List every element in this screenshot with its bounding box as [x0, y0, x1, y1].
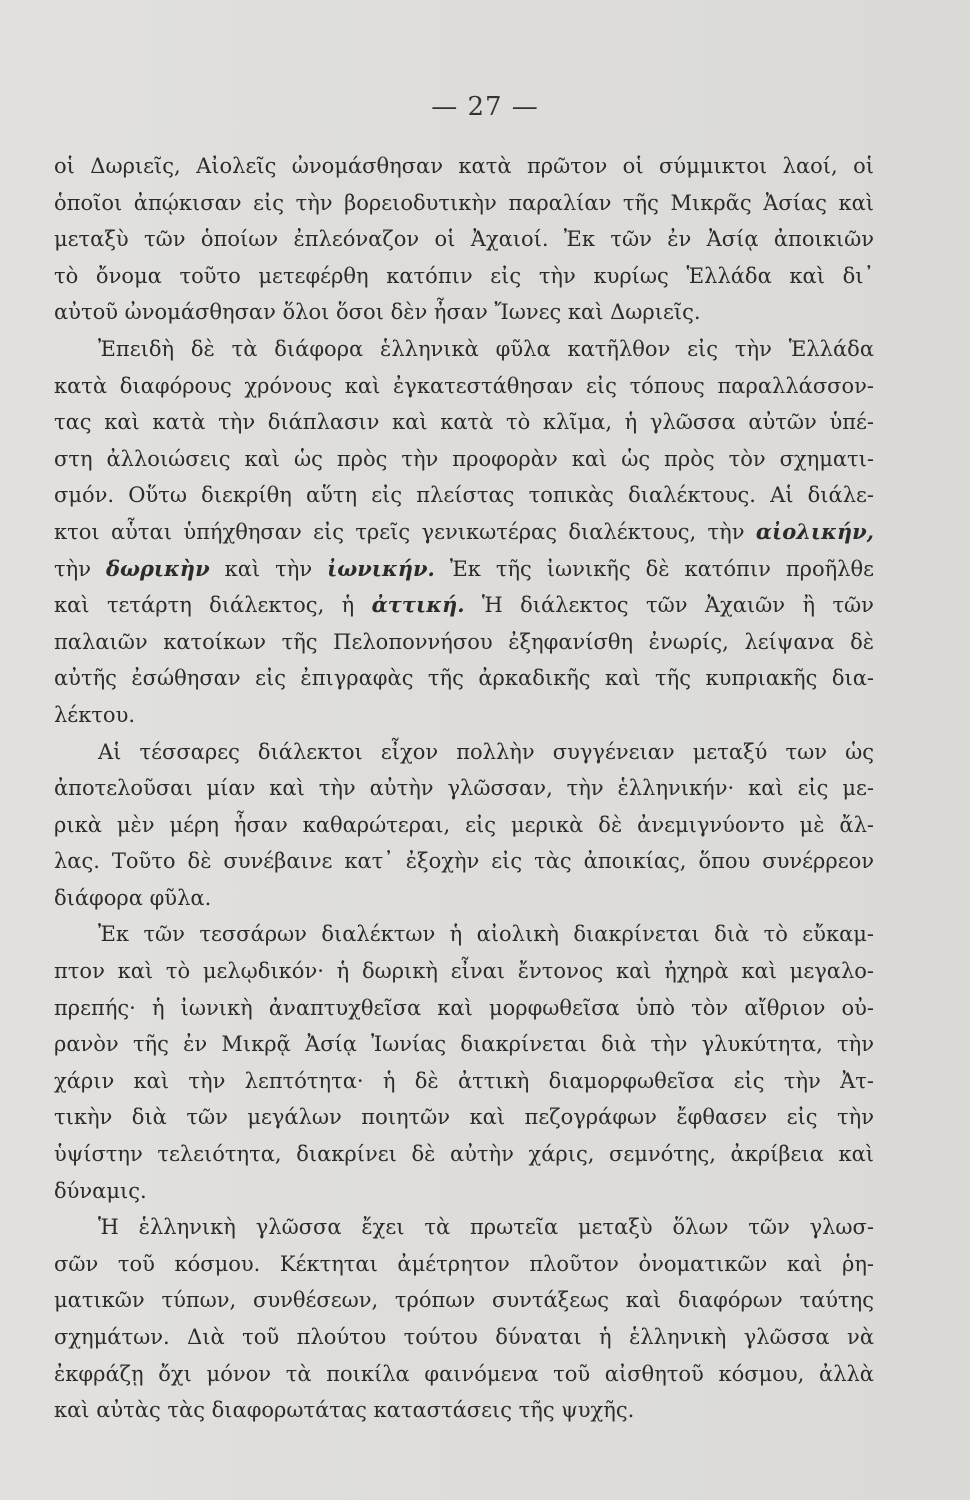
text-line	[54, 587, 874, 624]
text-line: τας καὶ κατὰ τὴν διάπλασιν καὶ κατὰ τὸ κλῖμα, ἡ γλῶσσα αὐτῶν ὑπέ-	[54, 410, 874, 435]
text-line	[54, 514, 874, 551]
word: κατόπιν	[684, 556, 771, 581]
emphasized-term: ἀττική.	[371, 592, 465, 618]
page-number: — 27 —	[431, 92, 539, 122]
text-line: οἱ Δωριεῖς, Αἰολεῖς ὠνομάσθησαν κατὰ πρῶτον οἱ σύμμικτοι λαοί, οἱ	[54, 154, 874, 178]
word: τὴν	[275, 556, 313, 581]
word: αὗται	[110, 519, 172, 544]
text-line: παλαιῶν κατοίκων τῆς Πελοποννήσου ἐξηφανίσθη ἐνωρίς, λείψανα δὲ	[54, 629, 874, 654]
text-line: Αἱ τέσσαρες διάλεκτοι εἶχον πολλὴν συγγένειαν μεταξύ των ὡς	[98, 739, 874, 764]
text-line: πρεπής· ἡ ἰωνικὴ ἀναπτυχθεῖσα καὶ μορφωθεῖσα ὑπὸ τὸν αἴθριον οὐ-	[54, 995, 874, 1020]
word: εἰς	[313, 519, 344, 544]
text-line: λέκτου.	[54, 702, 136, 727]
emphasized-term: ἰωνικήν.	[327, 555, 435, 581]
text-line: δύναμις.	[54, 1178, 147, 1203]
word: τῶν	[832, 593, 874, 618]
body-text	[54, 148, 874, 1429]
text-line: τὸ ὄνομα τοῦτο μετεφέρθη κατόπιν εἰς τὴν κυρίως Ἑλλάδα καὶ δι᾽	[54, 263, 874, 288]
text-line: πτον καὶ τὸ μελῳδικόν· ἡ δωρικὴ εἶναι ἔντονος καὶ ἠχηρὰ καὶ μεγαλο-	[54, 959, 874, 984]
text-line: μεταξὺ τῶν ὁποίων ἐπλεόναζον οἱ Ἀχαιοί. Ἐκ τῶν ἐν Ἀσίᾳ ἀποικιῶν	[54, 227, 874, 252]
word: τῆς	[495, 556, 532, 581]
text-line: ὁποῖοι ἀπῴκισαν εἰς τὴν βορειοδυτικὴν παραλίαν τῆς Μικρᾶς Ἀσίας καὶ	[54, 190, 874, 215]
word: ἰωνικῆς	[546, 556, 631, 581]
word: Ἐκ	[449, 556, 481, 581]
text-line: σμόν. Οὕτω διεκρίθη αὕτη εἰς πλείστας τοπικὰς διαλέκτους. Αἱ διάλε-	[54, 483, 874, 508]
text-line: Ἡ ἑλληνικὴ γλῶσσα ἔχει τὰ πρωτεῖα μεταξὺ ὅλων τῶν γλωσ-	[98, 1215, 874, 1240]
word: τρεῖς	[355, 519, 411, 544]
text-line: ρανὸν τῆς ἐν Μικρᾷ Ἀσίᾳ Ἰωνίας διακρίνεται διὰ τὴν γλυκύτητα, τὴν	[54, 1032, 874, 1057]
text-line: καὶ αὐτὰς τὰς διαφορωτάτας καταστάσεις τῆς ψυχῆς.	[54, 1398, 635, 1423]
text-line: ἀποτελοῦσαι μίαν καὶ τὴν αὐτὴν γλῶσσαν, τὴν ἑλληνικήν· καὶ εἰς με-	[54, 776, 874, 801]
word: Ἀχαιῶν	[704, 593, 786, 618]
emphasized-term: δωρικὴν	[105, 555, 210, 581]
emphasized-term: αἰολικήν,	[755, 518, 874, 544]
word: τετάρτη	[106, 593, 192, 618]
text-line: στη ἀλλοιώσεις καὶ ὡς πρὸς τὴν προφορὰν καὶ ὡς πρὸς τὸν σχηματι-	[54, 446, 874, 471]
text-line: ματικῶν τύπων, συνθέσεων, τρόπων συντάξεως καὶ διαφόρων ταύτης	[54, 1288, 874, 1313]
text-line: Ἐπειδὴ δὲ τὰ διάφορα ἑλληνικὰ φῦλα κατῆλθον εἰς τὴν Ἑλλάδα	[98, 336, 874, 361]
text-line: αὐτῆς ἐσώθησαν εἰς ἐπιγραφὰς τῆς ἀρκαδικῆς καὶ τῆς κυπριακῆς δια-	[54, 666, 874, 691]
word: τὴν	[707, 519, 745, 544]
text-line: τικὴν διὰ τῶν μεγάλων ποιητῶν καὶ πεζογράφων ἔφθασεν εἰς τὴν	[54, 1105, 874, 1130]
text-line: σῶν τοῦ κόσμου. Κέκτηται ἀμέτρητον πλοῦτον ὀνοματικῶν καὶ ῥη-	[54, 1251, 874, 1276]
word: ὑπήχθησαν	[183, 519, 302, 544]
text-line: ἐκφράζῃ ὄχι μόνον τὰ ποικίλα φαινόμενα τοῦ αἰσθητοῦ κόσμου, ἀλλὰ	[54, 1361, 874, 1386]
text-line	[54, 551, 874, 588]
text-line: λας. Τοῦτο δὲ συνέβαινε κατ᾽ ἐξοχὴν εἰς τὰς ἀποικίας, ὅπου συνέρρεον	[54, 849, 874, 874]
word: δὲ	[645, 556, 670, 581]
text-line: κατὰ διαφόρους χρόνους καὶ ἐγκατεστάθησαν εἰς τόπους παραλλάσσον-	[54, 373, 874, 398]
word: κτοι	[54, 519, 100, 544]
text-line: Ἐκ τῶν τεσσάρων διαλέκτων ἡ αἰολικὴ διακρίνεται διὰ τὸ εὔκαμ-	[98, 922, 874, 947]
word: διαλέκτους,	[568, 519, 697, 544]
text-line: αὐτοῦ ὠνομάσθησαν ὅλοι ὅσοι δὲν ἦσαν Ἴωνες καὶ Δωριεῖς.	[54, 300, 701, 325]
word: ἢ	[802, 593, 816, 618]
word: καὶ	[224, 556, 261, 581]
text-line: χάριν καὶ τὴν λεπτότητα· ἡ δὲ ἀττικὴ διαμορφωθεῖσα εἰς τὴν Ἀτ-	[54, 1068, 874, 1093]
word: τῶν	[645, 593, 688, 618]
word: γενικωτέρας	[421, 519, 557, 544]
text-line: διάφορα φῦλα.	[54, 885, 212, 910]
word: διάλεκτος	[520, 593, 629, 618]
word: καὶ	[54, 593, 90, 618]
word: τὴν	[54, 556, 91, 581]
word: ἡ	[341, 593, 355, 618]
text-line: ὑψίστην τελειότητα, διακρίνει δὲ αὐτὴν χάρις, σεμνότης, ἀκρίβεια καὶ	[54, 1142, 874, 1167]
word: προῆλθε	[785, 556, 874, 581]
text-line: σχημάτων. Διὰ τοῦ πλούτου τούτου δύναται ἡ ἑλληνικὴ γλῶσσα νὰ	[54, 1325, 874, 1349]
word: Ἡ	[481, 593, 503, 618]
word: διάλεκτος,	[209, 593, 325, 618]
text-line: ρικὰ μὲν μέρη ἦσαν καθαρώτεραι, εἰς μερικὰ δὲ ἀνεμιγνύοντο μὲ ἄλ-	[54, 812, 874, 837]
